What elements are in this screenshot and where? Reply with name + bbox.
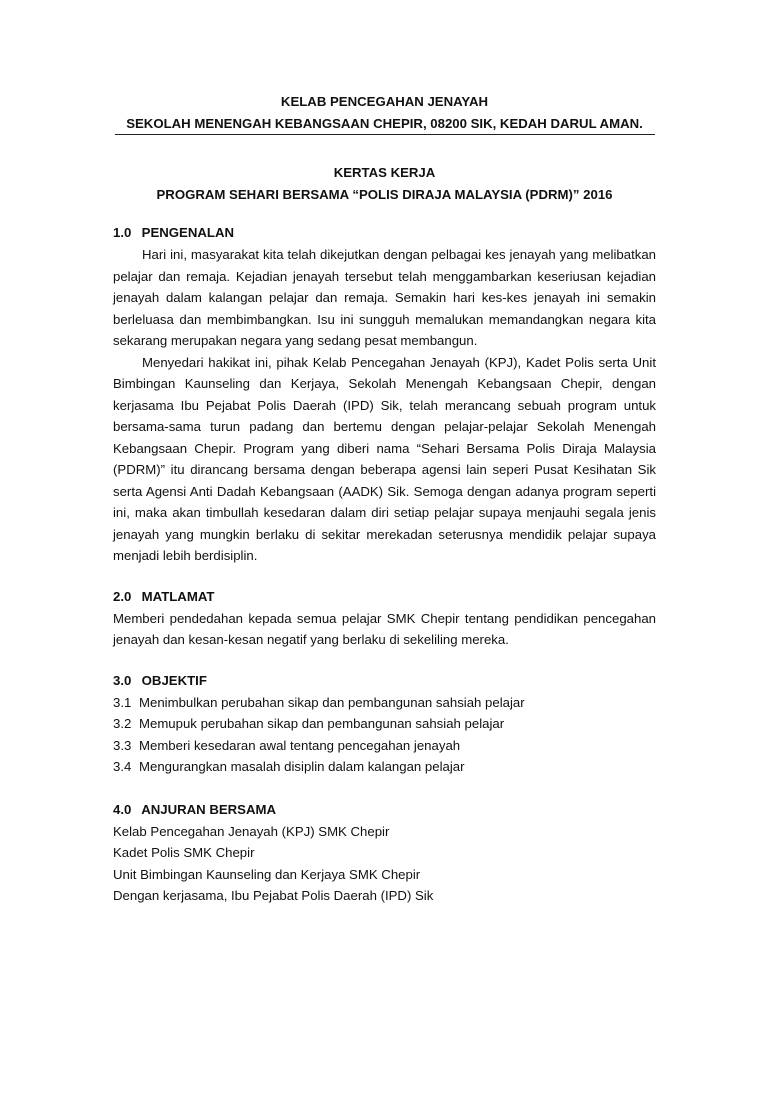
section-number: 2.0 [113, 588, 132, 604]
document-header [113, 91, 656, 206]
program-title: PROGRAM SEHARI BERSAMA “POLIS DIRAJA MALAYSIA (PDRM)” 2016 [156, 187, 613, 202]
item-number: 3.4 [113, 759, 132, 774]
section-title: OBJEKTIF [141, 672, 207, 688]
list-item [113, 692, 656, 714]
section-number: 1.0 [113, 225, 132, 240]
paragraph: Menyedari hakikat ini, pihak Kelab Pencegahan Jenayah (KPJ), Kadet Polis serta Unit Bimbingan Kaunseling dan Kerjaya, Sekolah Menengah Kebangsaan Chepir, dengan kerjasama Ibu Pejabat Polis Daerah (IPD) Sik, telah merancang sebuah program untuk bersama-sama turun padang dan bertemu dengan pelajar-pelajar Sekolah Menengah Kebangsaan Chepir. Program yang diberi nama “Sehari Bersama Polis Diraja Malaysia (PDRM)” itu dirancang bersama dengan beberapa agensi lain seperi Pusat Kesihatan Sik serta Agensi Anti Dadah Kebangsaan (AADK) Sik. Semoga dengan adanya program seperti ini, maka akan timbullah kesedaran dalam diri setiap pelajar supaya menjauhi segala jenis jenayah yang mungkin berlaku di sekitar merekadan seterusnya mendidik pelajar supaya menjadi lebih berdisiplin. [113, 354, 656, 563]
section-number: 3.0 [113, 672, 132, 688]
item-text: Memupuk perubahan sikap dan pembangunan sahsiah pelajar [139, 716, 505, 731]
section-title: PENGENALAN [141, 225, 234, 240]
item-text: Memberi kesedaran awal tentang pencegahan jenayah [139, 737, 461, 753]
section-objektif [113, 670, 656, 778]
school-address: SEKOLAH MENENGAH KEBANGSAAN CHEPIR, 08200 SIK, KEDAH DARUL AMAN. [126, 116, 643, 131]
section-title: ANJURAN BERSAMA [141, 801, 276, 817]
organizer-line: Kadet Polis SMK Chepir [113, 845, 255, 860]
section-matlamat [113, 586, 656, 651]
document-page [0, 91, 768, 1115]
section-number: 4.0 [113, 801, 132, 817]
organizer-line: Unit Bimbingan Kaunseling dan Kerjaya SMK Chepir [113, 866, 421, 882]
section-pengenalan [113, 222, 656, 567]
list-item [113, 713, 656, 735]
item-number: 3.2 [113, 716, 132, 731]
list-item [113, 735, 656, 757]
section-heading [113, 799, 656, 821]
item-number: 3.3 [113, 737, 132, 753]
section-anjuran-bersama [113, 799, 656, 907]
organizer-line: Kelab Pencegahan Jenayah (KPJ) SMK Chepir [113, 823, 390, 839]
paragraph: Hari ini, masyarakat kita telah dikejutkan dengan pelbagai kes jenayah yang melibatkan pelajar dan remaja. Kejadian jenayah tersebut telah menggambarkan keseriusan kejadian jenayah dalam kalangan pelajar dan remaja. Semakin hari kes-kes jenayah ini semakin berleluasa dan membimbangkan. Isu ini sungguh memalukan memandangkan negara kita sekarang merupakan negara yang sedang pesat membangun. [113, 247, 656, 348]
objective-list [113, 692, 656, 778]
club-name: KELAB PENCEGAHAN JENAYAH [280, 94, 489, 109]
item-text: Mengurangkan masalah disiplin dalam kalangan pelajar [139, 759, 465, 774]
section-heading [113, 670, 656, 692]
document-type: KERTAS KERJA [333, 165, 436, 180]
section-heading [113, 222, 656, 244]
item-number: 3.1 [113, 694, 132, 710]
section-title: MATLAMAT [141, 588, 215, 604]
section-heading [113, 586, 656, 608]
list-item [113, 756, 656, 778]
organizer-line: Dengan kerjasama, Ibu Pejabat Polis Daerah (IPD) Sik [113, 888, 434, 903]
item-text: Menimbulkan perubahan sikap dan pembangunan sahsiah pelajar [139, 694, 525, 710]
paragraph: Memberi pendedahan kepada semua pelajar SMK Chepir tentang pendidikan pencegahan jenayah dan kesan-kesan negatif yang berlaku di sekeliling mereka. [113, 610, 656, 647]
